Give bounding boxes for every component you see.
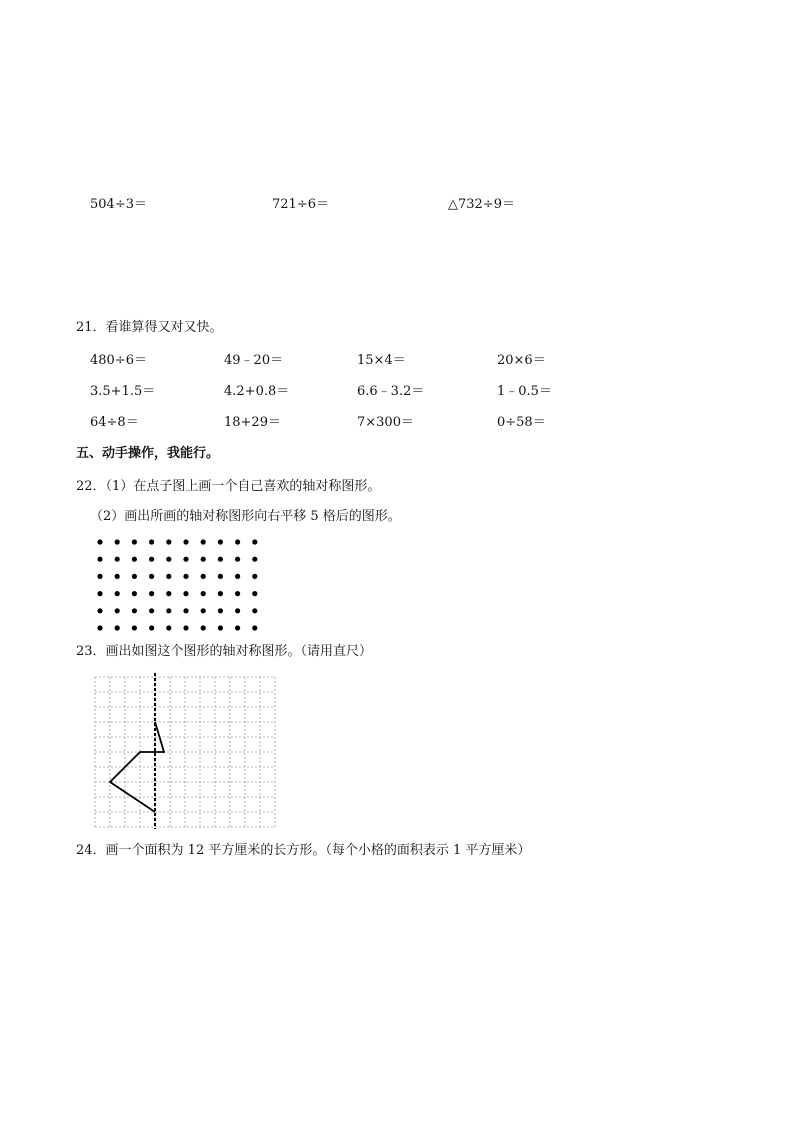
grid-dot[interactable] — [115, 608, 120, 613]
grid-dot[interactable] — [97, 574, 102, 579]
grid-dot[interactable] — [183, 539, 188, 544]
grid-dot[interactable] — [132, 625, 137, 630]
grid-dot[interactable] — [201, 539, 206, 544]
grid-dot[interactable] — [115, 539, 120, 544]
grid-dot[interactable] — [97, 608, 102, 613]
grid-dot[interactable] — [235, 591, 240, 596]
grid-dot[interactable] — [183, 574, 188, 579]
division-problem-2: 721÷6＝ — [272, 197, 329, 212]
q21-problem: 7×300＝ — [357, 415, 414, 430]
grid-dot[interactable] — [166, 608, 171, 613]
grid-dot[interactable] — [235, 557, 240, 562]
grid-dot[interactable] — [252, 608, 257, 613]
grid-dot[interactable] — [218, 591, 223, 596]
grid-dot[interactable] — [149, 557, 154, 562]
dot-grid[interactable] — [92, 534, 264, 636]
q23-title: 23．画出如图这个图形的轴对称图形。（请用直尺） — [76, 644, 373, 659]
grid-dot[interactable] — [166, 539, 171, 544]
division-problem-3: △732÷9＝ — [448, 197, 515, 212]
grid-dot[interactable] — [218, 608, 223, 613]
grid-dot[interactable] — [132, 557, 137, 562]
grid-dot[interactable] — [183, 557, 188, 562]
q24-title: 24．画一个面积为 12 平方厘米的长方形。（每个小格的面积表示 1 平方厘米） — [76, 843, 531, 858]
grid-dot[interactable] — [149, 608, 154, 613]
q21-title: 21．看谁算得又对又快。 — [76, 320, 223, 335]
grid-dot[interactable] — [201, 625, 206, 630]
grid-dot[interactable] — [166, 625, 171, 630]
grid-dot[interactable] — [149, 625, 154, 630]
grid-dot[interactable] — [115, 591, 120, 596]
grid-dot[interactable] — [183, 625, 188, 630]
grid-dot[interactable] — [183, 591, 188, 596]
grid-dot[interactable] — [218, 557, 223, 562]
grid-dot[interactable] — [97, 539, 102, 544]
q21-problem: 1﹣0.5＝ — [497, 384, 552, 399]
grid-dot[interactable] — [201, 574, 206, 579]
grid-dot[interactable] — [235, 625, 240, 630]
grid-dot[interactable] — [97, 625, 102, 630]
grid-dot[interactable] — [218, 539, 223, 544]
grid-dot[interactable] — [252, 625, 257, 630]
grid-dot[interactable] — [115, 625, 120, 630]
q21-problem: 64÷8＝ — [90, 415, 139, 430]
grid-dot[interactable] — [132, 591, 137, 596]
q21-problem: 4.2+0.8＝ — [224, 384, 290, 399]
q21-problem: 15×4＝ — [357, 353, 406, 368]
q21-problem: 0÷58＝ — [497, 415, 546, 430]
q21-problem: 3.5+1.5＝ — [90, 384, 156, 399]
grid-dot[interactable] — [166, 557, 171, 562]
q21-problem: 20×6＝ — [497, 353, 546, 368]
q21-problem: 480÷6＝ — [90, 353, 147, 368]
grid-dot[interactable] — [149, 539, 154, 544]
q21-problem: 6.6﹣3.2＝ — [357, 384, 425, 399]
grid-dot[interactable] — [132, 574, 137, 579]
grid-dot[interactable] — [149, 591, 154, 596]
grid-dot[interactable] — [132, 608, 137, 613]
grid-dot[interactable] — [235, 574, 240, 579]
grid-dot[interactable] — [218, 574, 223, 579]
grid-dot[interactable] — [218, 625, 223, 630]
grid-dot[interactable] — [115, 557, 120, 562]
grid-dot[interactable] — [252, 557, 257, 562]
grid-dot[interactable] — [183, 608, 188, 613]
grid-dot[interactable] — [97, 591, 102, 596]
grid-dot[interactable] — [252, 574, 257, 579]
grid-dot[interactable] — [201, 557, 206, 562]
grid-dot[interactable] — [235, 608, 240, 613]
section-five-title: 五、动手操作，我能行。 — [76, 446, 220, 461]
grid-dot[interactable] — [97, 557, 102, 562]
grid-dot[interactable] — [166, 591, 171, 596]
grid-dot[interactable] — [201, 591, 206, 596]
grid-dot[interactable] — [201, 608, 206, 613]
q21-problem: 49﹣20＝ — [224, 353, 284, 368]
grid-dot[interactable] — [115, 574, 120, 579]
grid-dot[interactable] — [166, 574, 171, 579]
grid-dot[interactable] — [132, 539, 137, 544]
square-grid[interactable] — [90, 672, 280, 832]
q22-line-1: 22．（1）在点子图上画一个自己喜欢的轴对称图形。 — [76, 479, 381, 494]
grid-dot[interactable] — [252, 539, 257, 544]
q22-line-2: （2）画出所画的轴对称图形向右平移 5 格后的图形。 — [90, 509, 401, 524]
division-problem-1: 504÷3＝ — [90, 197, 147, 212]
grid-dot[interactable] — [149, 574, 154, 579]
grid-dot[interactable] — [235, 539, 240, 544]
q21-problem: 18+29＝ — [224, 415, 281, 430]
grid-dot[interactable] — [252, 591, 257, 596]
